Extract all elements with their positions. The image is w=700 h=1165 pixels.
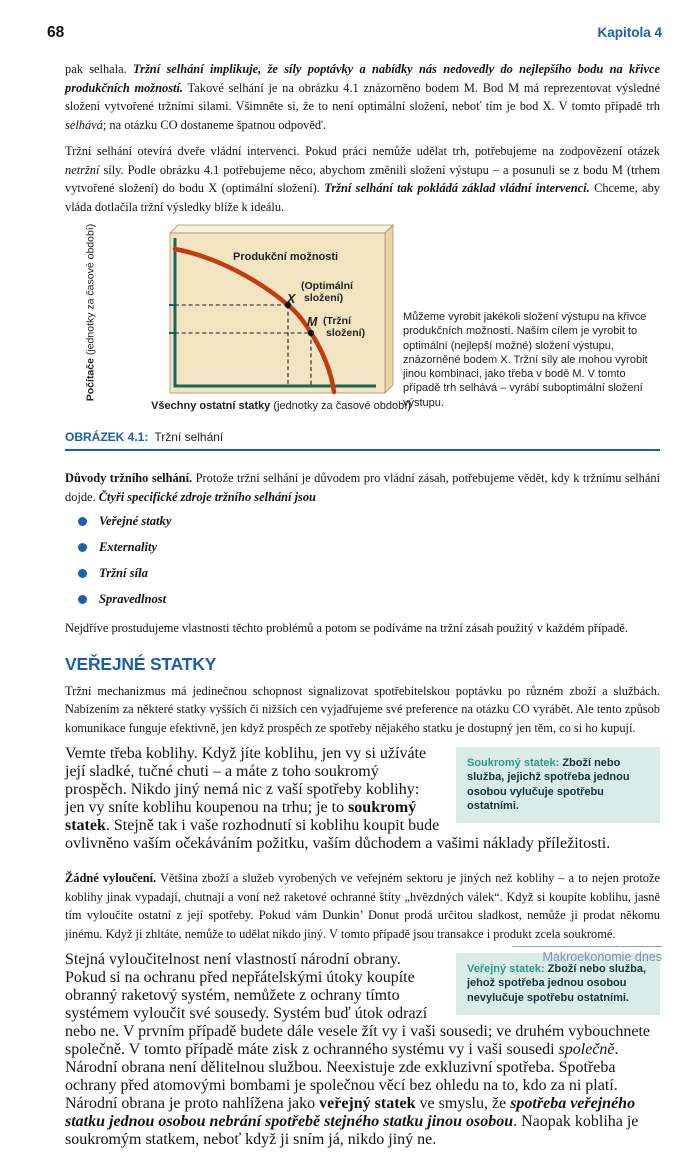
definition-text: Zboží nebo služba, jejichž spotřeba jednou osobou vylučuje spotřebu ostatními. — [467, 757, 630, 812]
x-axis-label-rest: (jednotky za časové období) — [270, 400, 411, 412]
footer-book-title: Makroekonomie dnes — [542, 950, 662, 964]
paragraph-government-intervention — [65, 142, 660, 216]
paragraph-market-mechanism — [65, 682, 660, 738]
page-footer — [512, 946, 662, 964]
paragraph-market-failure-implies — [65, 60, 660, 134]
paragraph-text: Stejná vyloučitelnost není vlastností národní obrany. Pokud si na ochranu před nepřátelskými útoky koupíte obranný raketový systém, nemůžete z ochrany tímto systémem vyloučit své sousedy. Systém buď útok odrazí nebo ne. V prvním případě budete dále vesele žít vy i vaši sousedi; ve druhém vybouchnete společně. V tomto případě máte zisk z ochranného systému vy i vaši sousedi společně. Národní obrana není dělitelnou službou. Neexistuje zde exkluzivní spotřeba. Spotřeba ochrany před atomovými bombami je společnou věcí bez ohledu na to, kdo za ni platí. Národní obrana je proto nahlížena jako veřejný statek ve smyslu, že spotřeba veřejného statku jednou osobou nebrání spotřebě stejného statku jinou osobou. Naopak kobliha je soukromým statkem, neboť když ji sním já, nikdo jiný ne. — [65, 951, 651, 1148]
figure-4-1 — [65, 224, 660, 422]
paragraph-text: Nejdříve prostudujeme vlastnosti těchto problémů a potom se podíváme na tržní zásah použitý v každém případě. — [65, 621, 628, 635]
y-axis-label-rest: (jednotky za časové období) — [84, 223, 97, 359]
curve-label: Produkční možnosti — [233, 251, 339, 263]
list-item-public-goods — [78, 514, 660, 529]
definition-box-private-good — [456, 747, 660, 823]
paragraph-text: Žádné vyloučení. Většina zboží a služeb vyrobených ve veřejném sektoru je jiných než koblihy – a to nejen protože koblihy jinak vypadají, chutnají a voní než raketové ochranné štíty „hvězdných válek“. Když si koupíte koblihu, jasně tím vyloučíte ostatní z její spotřeby. Pokud vám Dunkin’ Donut prodá určitou sladkost, nemůže ji prodat někomu jinému. Když ji zhltáte, nemůže to udělat nikdo jiný. V tomto případě jsou transakce i produkt zcela soukromé. — [65, 871, 660, 941]
panel-top-face — [170, 225, 393, 233]
list-item-equity — [78, 592, 660, 607]
paragraph-text: Tržní selhání otevírá dveře vládní intervenci. Pokud práci nemůže udělat trh, potřebujeme na zodpovězení otázek netržní síly. Podle obrázku 4.1 potřebujeme něco, abychom změnili složení výstupu – a posunuli se z bodu M (trhem vytvořené složení) do bodu X (optimální složení). Tržní selhání tak pokládá základ vládní intervenci. Chceme, aby vláda dotlačila tržní výsledky blíže k ideálu. — [65, 144, 661, 214]
bullet-icon — [78, 517, 87, 526]
paragraph-reasons — [65, 469, 660, 506]
chapter-label: Kapitola 4 — [597, 25, 662, 40]
figure-caption-title: Tržní selhání — [154, 430, 224, 444]
paragraph-study — [65, 619, 660, 638]
x-axis-label-bold: Všechny ostatní statky — [151, 400, 271, 412]
paragraph-text: Důvody tržního selhání. Protože tržní selhání je důvodem pro vládní zásah, potřebujeme vědět, kdy k tržnímu selhání dojde. Čtyři specifické zdroje tržního selhání jsou — [65, 471, 661, 504]
x-axis-label — [121, 400, 441, 412]
market-failure-sources-list — [65, 514, 660, 607]
point-m-letter: M — [307, 315, 318, 329]
list-item-externalities — [78, 540, 660, 555]
list-item-label: Tržní síla — [99, 566, 148, 580]
list-item-label: Externality — [99, 540, 158, 554]
figure-caption — [65, 430, 660, 444]
definition-term: Veřejný statek: — [467, 963, 545, 975]
footer-divider — [512, 946, 662, 947]
figure-side-note: Můžeme vyrobit jakékoli složení výstupu na křivce produkčních možností. Naším cílem je vyrobit to optimální (nejlepší možné) složení výstupu, znázorněné bodem X. Tržní síly ale mohou vyrobit jinou kombinaci, jako třeba v bodě M. V tomto případě trh selhává – vyrábí suboptimální složení výstupu. — [403, 311, 648, 409]
point-m-label-line1: (Tržní — [323, 315, 351, 327]
list-item-label: Spravedlnost — [99, 592, 167, 606]
list-item-label: Veřejné statky — [99, 514, 172, 528]
bullet-icon — [78, 543, 87, 552]
paragraph-text: pak selhala. Tržní selhání implikuje, že síly poptávky a nabídky nás nedovedly do nejlepšího bodu na křivce produkčních možností. Takové selhání je na obrázku 4.1 znázorněno bodem M. Bod M má reprezentovat výsledné složení vytvořené tržními silami. Všimněte si, že to není optimální složení, neboť tím je bod X. V tomto případě trh selhává; na otázku CO dostaneme špatnou odpověď. — [65, 62, 660, 132]
definition-term: Soukromý statek: — [467, 757, 560, 769]
definition-text: Zboží nebo služba, jehož spotřeba jednou osobou nevylučuje spotřebu ostatními. — [467, 963, 647, 1004]
caption-divider — [65, 449, 660, 451]
y-axis-label-bold: Počítače — [84, 358, 97, 402]
bullet-icon — [78, 569, 87, 578]
ppf-chart — [75, 223, 411, 420]
figure-caption-label: OBRÁZEK 4.1: — [65, 430, 149, 444]
section-heading-public-goods: VEŘEJNÉ STATKY — [65, 653, 217, 674]
page-header — [47, 24, 662, 42]
point-m-label-line2: složení) — [326, 327, 366, 339]
panel-right-face — [385, 225, 393, 393]
point-x-label-line2: složení) — [304, 292, 344, 304]
list-item-market-power — [78, 566, 660, 581]
main-content — [65, 60, 660, 1165]
point-x-letter: X — [287, 292, 296, 306]
page-number: 68 — [47, 24, 65, 41]
point-m-dot — [308, 330, 314, 336]
point-x-label-line1: (Optimální — [301, 280, 353, 292]
paragraph-no-exclusion — [65, 869, 660, 943]
bullet-icon — [78, 595, 87, 604]
y-axis-label — [85, 218, 100, 408]
paragraph-text: Vemte třeba koblihy. Když jíte koblihu, jen vy si užíváte její sladké, tučné chuti – a máte z toho soukromý prospěch. Nikdo jiný nemá nic z vaší spotřeby koblihy: jen vy sníte koblihu koupenou na trhu; je to soukromý statek. Stejně tak i vaše rozhodnutí si koblihu koupit bude ovlivněno vaším očekáváním požitku, vaším důchodem a vašimi náklady příležitosti. — [65, 745, 611, 852]
paragraph-text: Tržní mechanizmus má jedinečnou schopnost signalizovat spotřebitelskou poptávku po různém zboží a službách. Nabízením za některé statky vyšších či nižších cen vyjadřujeme své preference na otázku CO vyrábět. Ale tento způsob komunikace funguje efektivně, jen když prospěch ze spotřeby nějakého statku je dostupný jen těm, co si ho kupují. — [65, 683, 660, 735]
